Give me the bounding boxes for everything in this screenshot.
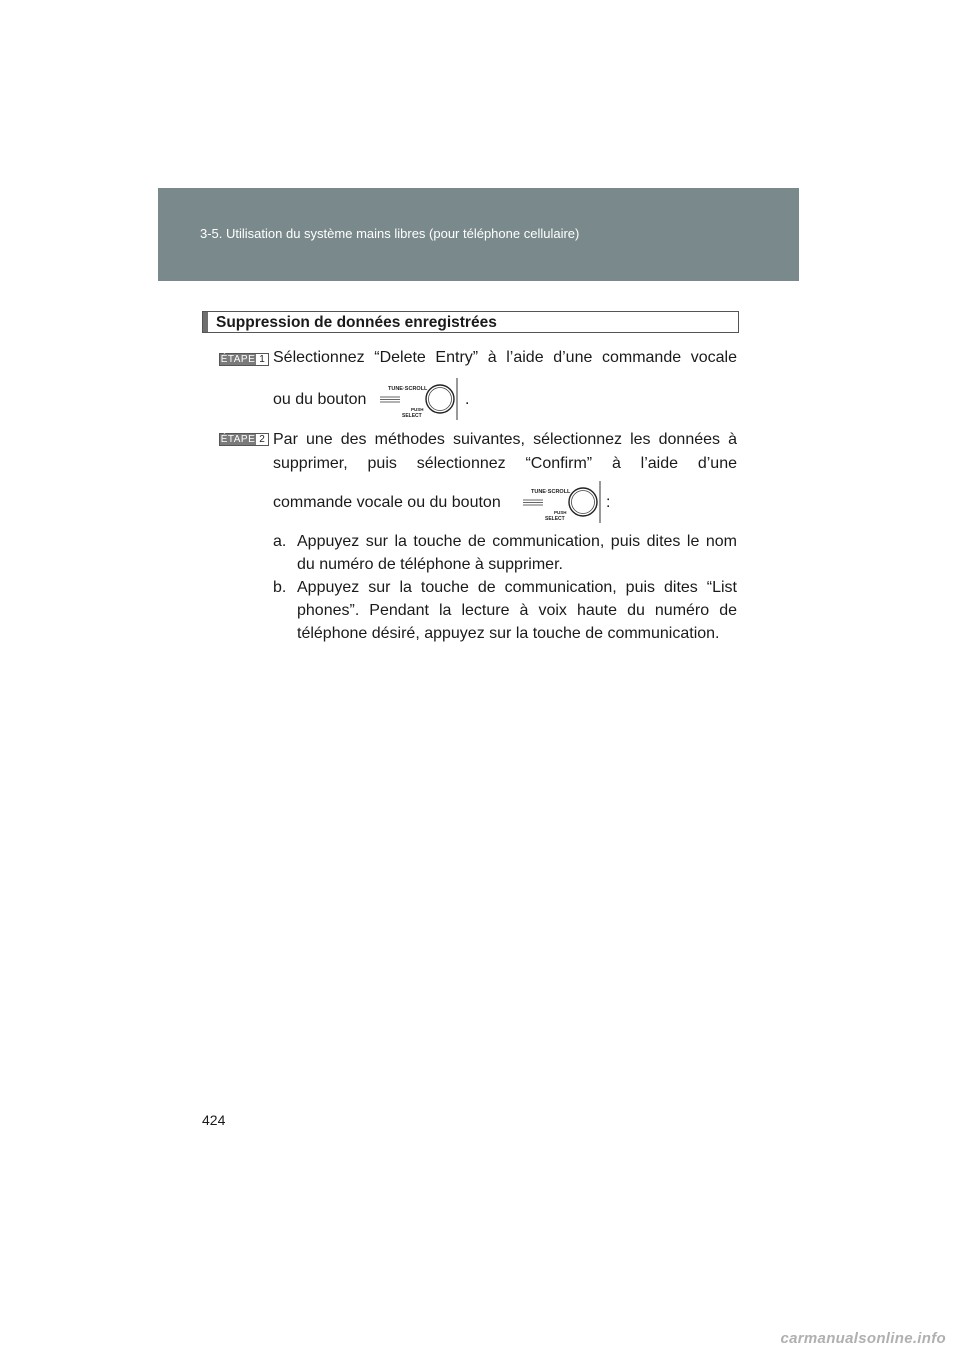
tune-scroll-knob-icon <box>521 481 601 523</box>
chapter-header-band <box>158 188 799 281</box>
step-2-badge <box>219 433 269 446</box>
step-badge-label: ÉTAPE <box>220 434 256 445</box>
knob-label-top: TUNE·SCROLL <box>388 386 428 392</box>
list-item-marker: a. <box>273 533 287 550</box>
step-badge-number: 1 <box>256 354 268 365</box>
list-item <box>273 530 737 576</box>
step-2-text: Par une des méthodes suivantes, sélectionnez les données à supprimer, puis sélectionnez “Confirm” à l’aide d’une <box>273 431 737 472</box>
section-heading-box <box>202 311 739 333</box>
list-item-text: Appuyez sur la touche de communication, puis dites “List phones”. Pendant la lecture à voix haute du numéro de téléphone désiré, appuyez sur la touche de communication. <box>297 579 737 642</box>
step-1-line1: Sélectionnez “Delete Entry” à l’aide d’une commande vocale <box>273 349 737 366</box>
list-item-text: Appuyez sur la touche de communication, puis dites le nom du numéro de téléphone à supprimer. <box>297 533 737 573</box>
step-badge-label: ÉTAPE <box>220 354 256 365</box>
step-1-badge <box>219 353 269 366</box>
chapter-header-title: 3-5. Utilisation du système mains libres (pour téléphone cellulaire) <box>200 226 580 241</box>
section-heading-bar <box>203 312 208 332</box>
knob-label-select: SELECT <box>402 413 422 419</box>
page-number: 424 <box>202 1112 226 1128</box>
knob-label-push: PUSH <box>411 407 424 412</box>
step-badge-number: 2 <box>256 434 268 445</box>
step-2-line3-before: commande vocale ou du bouton <box>273 494 501 511</box>
step-1-line2-before: ou du bouton <box>273 391 367 408</box>
knob-label-top: TUNE·SCROLL <box>531 489 571 495</box>
step-1-line2-after: . <box>465 391 470 408</box>
site-watermark: carmanualsonline.info <box>780 1330 946 1347</box>
section-heading-title: Suppression de données enregistrées <box>216 314 497 331</box>
list-item <box>273 576 737 645</box>
knob-label-push: PUSH <box>554 510 567 515</box>
step-2-line3-after: : <box>606 494 611 511</box>
list-item-marker: b. <box>273 579 287 596</box>
tune-scroll-knob-icon <box>378 378 458 420</box>
knob-label-select: SELECT <box>545 516 565 522</box>
